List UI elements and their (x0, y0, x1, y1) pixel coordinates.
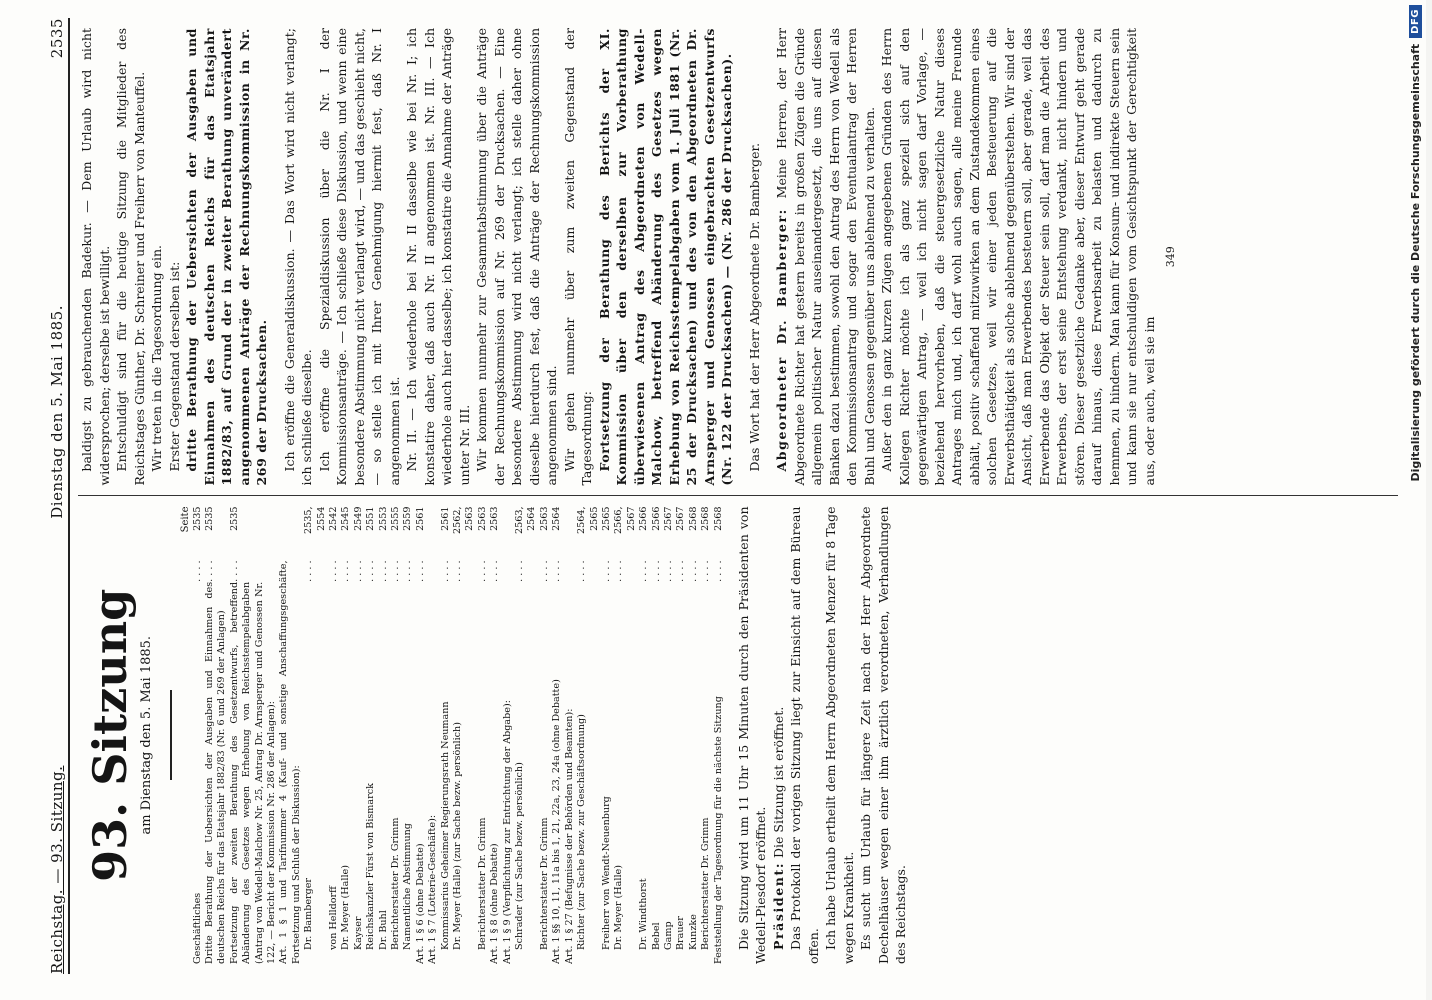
toc-entry-title: Dr. Meyer (Halle) (340, 865, 352, 950)
toc-entry (613, 507, 638, 965)
toc-entry (365, 507, 377, 965)
toc-entry-title: Art. 1 § 9 (Verpflichtung zur Entrichtung der Abgabe): (501, 700, 513, 964)
toc-entry-title: Feststellung der Tagesordnung für die nächste Sitzung (712, 696, 724, 964)
body-paragraph: Wir gehen nunmehr über zum zweiten Gegenstand der Tagesordnung: (561, 28, 594, 486)
toc-entry-page: 2564, 2565 (576, 506, 600, 534)
toc-entry-page: 2566 (638, 506, 650, 531)
toc-leader: . . . . (203, 560, 215, 582)
toc-leader: . . . . (191, 560, 203, 582)
body-paragraph: baldigst zu gebrauchenden Badekur. — Dem Urlaub wird nicht widersprochen; derselbe ist bewilligt. (79, 28, 112, 486)
toc-entry-page: 2545 (340, 506, 352, 531)
toc-leader: . . . . (489, 560, 501, 582)
speech-text: Meine Herren, der Herr Abgeordnete Richter hat gestern bereits in großen Zügen die Gründe allgemein politischer Natur auseinandergesetzt, die uns auf diesen Bänken dazu bestimmen, sowohl den Antrag des Herrn von Wedell als den Kommissionsantrag und sogar den Eventualantrag der Herren Buhl und Genossen gegenüber uns ablehnend zu verhalten. (774, 28, 877, 486)
toc-entry (278, 507, 303, 965)
toc-entry-title: Kayser (352, 916, 364, 950)
toc-entry (651, 507, 663, 965)
toc-leader: . . . . (340, 560, 352, 582)
body-paragraph: Die Sitzung wird um 11 Uhr 15 Minuten durch den Präsidenten von Wedell-Piesdorf eröffnet. (735, 506, 769, 964)
toc-entry-title: Art. 1 § 1 und Tarifnummer 4 (Kauf- und sonstige Anschaffungsgeschäfte, Fortsetzung und Schluß der Diskussion): (278, 560, 302, 964)
right-column (78, 18, 1398, 496)
toc-entry-page: 2563 (489, 506, 501, 531)
toc-entry-page: 2568 (687, 506, 699, 531)
footer-page-number: 349 (1164, 246, 1177, 268)
toc-leader: . . . . (390, 560, 401, 582)
toc-entry-page: 2553 (377, 506, 389, 531)
paragraph-gap (271, 28, 281, 486)
toc-entry (477, 507, 489, 965)
toc-leader: . . . . (402, 560, 414, 582)
toc-leader: . . . . (675, 560, 687, 582)
toc-leader: . . . . (700, 560, 712, 582)
toc-entry-page: 2535 (203, 506, 215, 531)
speaker-label: Präsident: (770, 861, 786, 950)
header-page-number: 2535 (48, 18, 66, 59)
toc-entry-title: Dr. Windthorst (638, 878, 650, 950)
paragraph-gap (763, 28, 773, 486)
toc-entry (638, 507, 650, 965)
body-paragraph: Ich habe Urlaub ertheilt dem Herrn Abgeordneten Menzer für 8 Tage wegen Krankheit. (823, 506, 856, 964)
toc-entry (564, 507, 576, 965)
toc-entry-page: 2535 (191, 506, 203, 531)
body-paragraph (773, 28, 878, 486)
page-header (26, 18, 70, 974)
toc-entry-title: Dr. Buhl (377, 910, 389, 950)
toc-leader: . . . . (576, 560, 588, 582)
toc-leader: . . . . (538, 560, 550, 582)
toc-entry-title: Namentliche Abstimmung (402, 823, 414, 950)
toc-entry-title: Schrader (zur Sache bezw. persönlich) (514, 762, 526, 950)
toc-entry (452, 507, 477, 965)
toc-entry (378, 507, 390, 965)
toc-leader: . . . . (613, 560, 625, 582)
toc-entry-title: Berichterstatter Dr. Grimm (700, 817, 712, 950)
toc-entry-title: Berichterstatter Dr. Grimm (476, 817, 488, 950)
toc-entry-page: 2561 (439, 506, 451, 531)
body-paragraph: Es sucht um Urlaub für längere Zeit nach der Herr Abgeordnete Dechelhäuser wegen einer ihm ärztlich verordneten, Verhandlungen des Reichstags. (858, 506, 909, 964)
toc-entry (551, 507, 563, 965)
toc-leader: . . . . (650, 560, 662, 582)
toc-leader: . . . . (638, 560, 650, 582)
toc-entry-page: 2563, 2564 (514, 506, 538, 534)
toc-entry-title: Brauer (675, 916, 687, 950)
seite-label: Seite (179, 506, 191, 533)
body-paragraph: Außer den in ganz kurzen Zügen angegebenen Gründen des Herrn Kollegen Richter möchte ich als ganz speziell sich auf den gegenwärtigen Antrag, — weil ich nicht sagen darf Vorlage, — beziehend hervorheben, daß die steuergesetzliche Natur dieses Antrages mich und, ich darf wohl auch sagen, alle meine Freunde abhält, positiv schaffend mitzuwirken an dem Zustandekommen eines solchen Gesetzes, weil wir einer jeden Besteuerung auf die Erwerbsthätigkeit als solche ablehnend gegenüberstehen. Wir sind der Ansicht, daß man Erwerbendes besteuern soll, aber gerade, weil das Erwerbende das Objekt der Steuer sein soll, darf man die Arbeit des Erwerbens, der erst seine Entstehung verdankt, nicht hindern und stören. Dieser gesetzliche Gedanke aber, dieser Entwurf geht gerade darauf hinaus, diese Erwerbsarbeit zu belasten und dadurch zu hemmen, zu hindern. Man kann für Konsum- und indirekte Steuern sein und kann sie nur entschuldigen vom Gesichtspunkt der Gerechtigkeit aus, oder auch, weil sie im (879, 28, 1157, 486)
toc-entry (402, 507, 414, 965)
session-title: 93. Sitzung (83, 588, 137, 882)
body-paragraph: Wir treten in die Tagesordnung ein. (149, 245, 164, 472)
toc-entry-title: Kunzke (687, 914, 699, 950)
toc-entry-page: 2542 (327, 506, 339, 531)
toc-leader: . . . . (228, 560, 240, 582)
toc-entry-page: 2566 (650, 506, 662, 531)
toc-leader: . . . . (303, 560, 315, 582)
toc-entry-title: Dr. Bamberger (303, 878, 315, 950)
toc-leader: . . . . (377, 560, 389, 582)
header-left: Reichstag. — 93. Sitzung. (48, 765, 66, 974)
toc-entry (688, 507, 700, 965)
body-paragraph: Entschuldigt sind für die heutige Sitzung die Mitglieder des Reichstages Günther, Dr. Schreiner und Freiherr von Manteuffel. (114, 28, 147, 486)
toc-leader: . . . . (414, 560, 426, 582)
toc-entry (539, 507, 551, 965)
toc-entry (663, 507, 675, 965)
toc-entry (601, 507, 613, 965)
toc-entry-page: 2563 (476, 506, 488, 531)
title-rule (170, 690, 172, 780)
toc-entry (576, 507, 601, 965)
toc-entry (415, 507, 427, 965)
agenda-item: dritte Berathung der Uebersichten der Ausgaben und Einnahmen des deutschen Reichs für das Etatsjahr 1882/83, auf Grund der in zweiter Berathung unverändert angenommenen Anträge der Rechnungskommission in Nr. 269 der Drucksachen. (184, 28, 269, 486)
body-paragraph: Nr. II. — Ich wiederhole bei Nr. II dasselbe wie bei Nr. I; ich konstatire daher, daß auch Nr. II angenommen ist. Nr. III. — Ich wiederhole auch hier dasselbe; ich konstatire die Annahme der Anträge unter Nr. III. (404, 28, 472, 486)
toc-entry-page: 2564 (551, 506, 563, 531)
paragraph-gap (736, 28, 746, 486)
toc-entry (427, 507, 439, 965)
toc-entry (192, 507, 204, 965)
toc-entry-page: 2568 (700, 506, 712, 531)
toc-entry-title: Berichterstatter Dr. Grimm (390, 817, 401, 950)
toc-entry-title: Bebel (650, 922, 662, 950)
toc-entry-title: Art. 1 § 27 (Befugnisse der Behörden und Beamten): (563, 708, 575, 964)
body-paragraph: Erster Gegenstand derselben ist: (166, 261, 182, 472)
toc-entry (700, 507, 712, 965)
toc-leader: . . . . (662, 560, 674, 582)
digitization-text: Digitalisierung gefördert durch die Deutsche Forschungsgemeinschaft (1408, 43, 1422, 482)
toc-leader: . . . . (476, 560, 488, 582)
toc-leader: . . . . (514, 560, 526, 582)
toc-entry-page: 2559 (402, 506, 414, 531)
toc-entry-title: von Helldorff (327, 886, 339, 950)
toc-entry-title: Art. 1 § 7 (Lotterie-Geschäfte): (427, 814, 439, 964)
toc-entry-page: 2563 (538, 506, 550, 531)
left-column (78, 496, 1398, 975)
toc-entry (390, 507, 402, 965)
toc-entry-page: 2561 (414, 506, 426, 531)
toc-entry-title: Geschäftliches (191, 892, 203, 964)
toc-entry-page: 2555 (390, 506, 401, 531)
toc-entry-page: 2565 (600, 506, 612, 531)
toc-entry (713, 507, 725, 965)
header-center: Dienstag den 5. Mai 1885. (48, 305, 66, 519)
toc-leader: . . . . (687, 560, 699, 582)
toc-entry-title: Dritte Berathung der Uebersichten der Ausgaben und Einnahmen des deutschen Reichs für das Etatsjahr 1882/83 (Nr. 6 und 269 der Anlagen) (203, 581, 228, 964)
toc-leader: . . . . (452, 560, 464, 582)
toc-leader: . . . . (551, 560, 563, 582)
spacer (725, 507, 735, 965)
toc-entry-page: 2567 (662, 506, 674, 531)
toc-leader: . . . . (600, 560, 612, 582)
agenda-item: Fortsetzung der Berathung des Berichts der XI. Kommission über den derselben zur Vorberathung überwiesenen Antrag des Abgeordneten von Wedell-Malchow, betreffend Abänderung des Gesetzes wegen Erhebung von Reichsstempelabgaben vom 1. Juli 1881 (Nr. 25 der Drucksachen) und des von den Abgeordneten Dr. Arnsperger und Genossen eingebrachten Gesetzentwurfs (Nr. 122 der Drucksachen) — (Nr. 286 der Drucksachen). (596, 28, 734, 486)
body-paragraph: Ich eröffne die Generaldiskussion. — Das Wort wird nicht verlangt; ich schließe dieselbe. (281, 28, 314, 486)
body-paragraph: Das Protokoll der vorigen Sitzung liegt zur Einsicht auf dem Büreau offen. (788, 506, 821, 964)
toc-entry-title: Art. 1 §§ 10, 11, 11a bis 1, 21, 22a, 23, 24a (ohne Debatte) (551, 679, 563, 964)
session-date: am Dienstag den 5. Mai 1885. (139, 635, 154, 835)
toc-leader: . . . . (365, 560, 377, 582)
toc-entry-page: 2551 (365, 506, 377, 531)
toc-leader: . . . . (439, 560, 451, 582)
dfg-logo-icon: DFG (1409, 5, 1422, 38)
toc-entry (328, 507, 340, 965)
toc-leader: . . . . (712, 560, 724, 582)
left-body-text (735, 507, 910, 965)
toc-entry (303, 507, 328, 965)
toc-entry-title: Dr. Meyer (Halle) (zur Sache bezw. persönlich) (452, 722, 464, 950)
toc-leader: . . . . (327, 560, 339, 582)
toc-entry-title: Fortsetzung der zweiten Berathung des Gesetzentwurfs, betreffend Abänderung des Gesetzes wegen Erhebung von Reichsstempelabgaben (Antrag von Wedell-Malchow Nr. 25, Antrag Dr. Arnsperger und Genossen Nr. 122, — Bericht der Kommission Nr. 286 der Anlagen): (228, 581, 277, 964)
rotated-page-content (20, 0, 1400, 1000)
speaker-label: Abgeordneter Dr. Bamberger: (774, 208, 789, 472)
toc-entry-title: Reichskanzler Fürst von Bismarck (365, 783, 377, 950)
table-of-contents (192, 507, 725, 965)
toc-entry-title: Freiherr von Wendt-Neuenburg (600, 796, 612, 950)
toc-entry (514, 507, 539, 965)
toc-entry-page: 2567 (675, 506, 687, 531)
right-body-text (78, 28, 1158, 486)
toc-entry-title: Richter (zur Sache bezw. zur Geschäftsordnung) (576, 714, 588, 950)
toc-entry-page: 2562, 2563 (452, 506, 476, 534)
speech-text: Die Sitzung ist eröffnet. (770, 706, 786, 862)
toc-entry-page: 2568 (712, 506, 724, 531)
toc-entry-title: Art. 1 § 8 (ohne Debatte) (489, 843, 501, 964)
toc-entry-title: Gamp (662, 921, 674, 950)
toc-entry (353, 507, 365, 965)
body-paragraph: Ich eröffne die Spezialdiskussion über die Nr. I der Kommissionsanträge. — Ich schließe diese Diskussion, und wenn eine besondere Abstimmung nicht verlangt wird, — und das geschieht nicht, — so stelle ich mit Ihrer Genehmigung hiermit fest, daß Nr. I angenommen ist. (316, 28, 402, 486)
text-columns (78, 18, 1398, 974)
toc-entry (502, 507, 514, 965)
toc-entry-title: Berichterstatter Dr. Grimm (538, 817, 550, 950)
toc-entry (340, 507, 352, 965)
toc-leader: . . . . (352, 560, 364, 582)
toc-entry (440, 507, 452, 965)
toc-entry (489, 507, 501, 965)
toc-entry-title: Kommissarius Geheimer Regierungsrath Neumann (439, 701, 451, 950)
body-paragraph: Das Wort hat der Herr Abgeordnete Dr. Bamberger. (746, 142, 762, 472)
toc-entry-page: 2549 (352, 506, 364, 531)
body-paragraph (770, 507, 788, 965)
toc-entry (229, 507, 279, 965)
toc-entry-page: 2566, 2567 (613, 506, 637, 534)
digitization-credit (1404, 5, 1426, 995)
toc-entry (204, 507, 229, 965)
toc-entry-title: Art. 1 § 6 (ohne Debatte) (414, 843, 426, 964)
body-paragraph: Wir kommen nunmehr zur Gesammtabstimmung über die Anträge der Rechnungskommission auf Nr. 269 der Drucksachen. — Eine besondere Abstimmung wird nicht verlangt; ich stelle daher ohne dieselbe hierdurch fest, daß die Anträge der Rechnungskommission angenommen sind. (474, 28, 559, 486)
toc-entry-page: 2535, 2554 (303, 506, 327, 534)
toc-entry-page: 2535 (228, 506, 240, 531)
scan-edge (1426, 0, 1432, 1000)
toc-entry-title: Dr. Meyer (Halle) (613, 865, 625, 950)
toc-entry (675, 507, 687, 965)
